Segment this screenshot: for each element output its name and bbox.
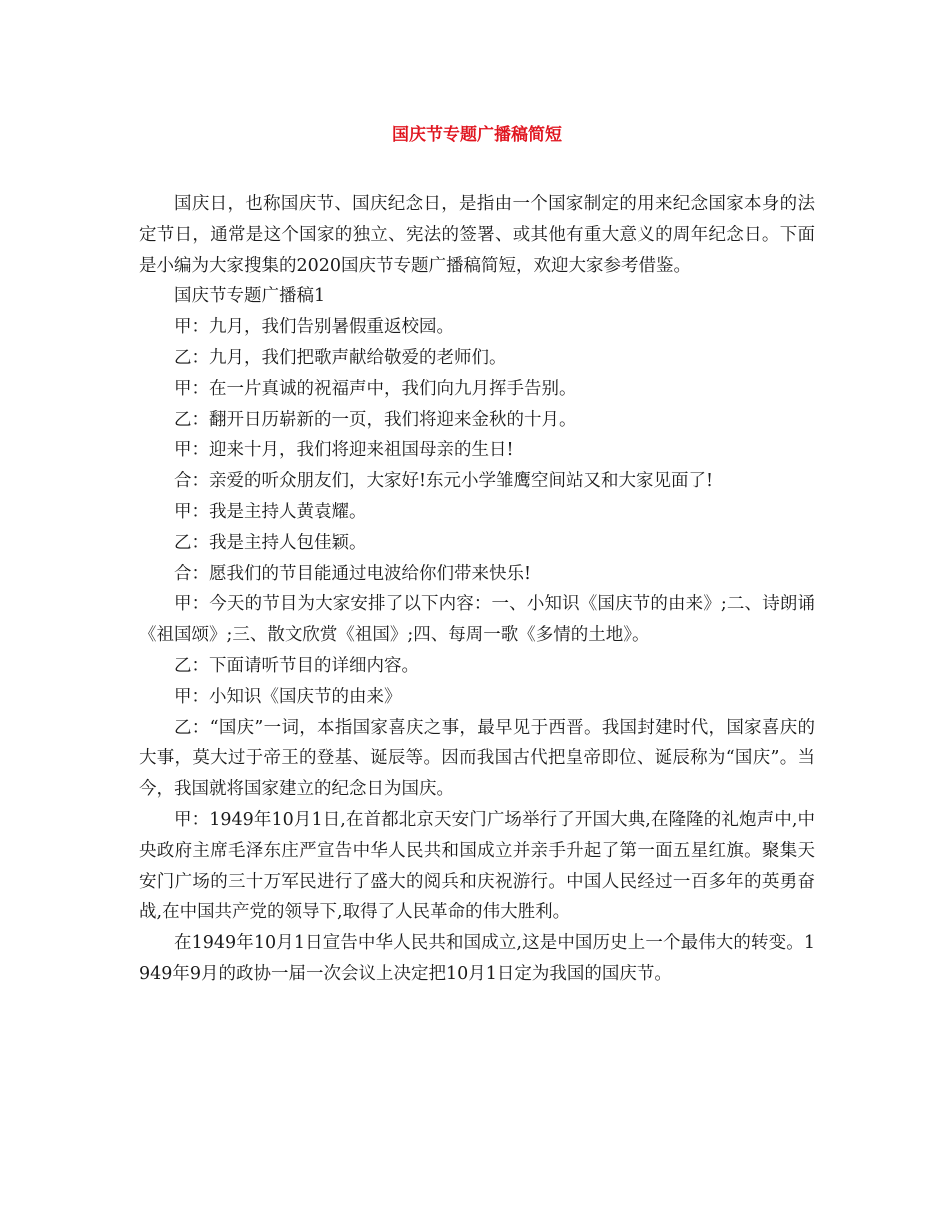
paragraph-intro: 国庆日，也称国庆节、国庆纪念日，是指由一个国家制定的用来纪念国家本身的法定节日，通常是这个国家的独立、宪法的签署、或其他有重大意义的周年纪念日。下面是小编为大家搜集的2020国庆节专题广播稿简短，欢迎大家参考借鉴。 xyxy=(139,194,815,276)
paragraph-dialogue: 乙：下面请听节目的详细内容。 xyxy=(174,655,419,676)
paragraph-dialogue: 乙：翻开日历崭新的一页，我们将迎来金秋的十月。 xyxy=(174,409,577,430)
paragraph-dialogue: 甲：九月，我们告别暑假重返校园。 xyxy=(174,317,454,338)
document-body xyxy=(139,189,815,990)
paragraph-dialogue: 乙：九月，我们把歌声献给敬爱的老师们。 xyxy=(174,347,507,368)
paragraph-dialogue: 合：愿我们的节目能通过电波给你们带来快乐! xyxy=(174,563,532,584)
paragraph-closing: 在1949年10月1日宣告中华人民共和国成立,这是中国历史上一个最伟大的转变。1949年9月的政协一届一次会议上决定把10月1日定为我国的国庆节。 xyxy=(139,933,815,984)
paragraph-dialogue: 甲：在一片真诚的祝福声中，我们向九月挥手告别。 xyxy=(174,378,577,399)
paragraph-dialogue: 甲：迎来十月，我们将迎来祖国母亲的生日! xyxy=(174,440,514,461)
paragraph-dialogue: 甲：小知识《国庆节的由来》 xyxy=(174,686,402,707)
paragraph-dialogue: 乙：我是主持人包佳颖。 xyxy=(174,532,367,553)
paragraph-section-heading: 国庆节专题广播稿1 xyxy=(174,286,326,307)
paragraph-dialogue: 甲：今天的节目为大家安排了以下内容：一、小知识《国庆节的由来》;二、诗朗诵《祖国颂》;三、散文欣赏《祖国》;四、每周一歌《多情的土地》。 xyxy=(139,594,815,646)
document-title: 国庆节专题广播稿简短 xyxy=(392,125,562,145)
paragraph-dialogue: 合：亲爱的听众朋友们，大家好!东元小学雏鹰空间站又和大家见面了! xyxy=(174,471,714,492)
paragraph-dialogue: 乙：“国庆”一词，本指国家喜庆之事，最早见于西晋。我国封建时代，国家喜庆的大事，莫大过于帝王的登基、诞辰等。因而我国古代把皇帝即位、诞辰称为“国庆”。当今，我国就将国家建立的纪念日为国庆。 xyxy=(139,717,815,800)
paragraph-dialogue: 甲：1949年10月1日,在首都北京天安门广场举行了开国大典,在隆隆的礼炮声中,中央政府主席毛泽东庄严宣告中华人民共和国成立并亲手升起了第一面五星红旗。聚集天安门广场的三十万军民进行了盛大的阅兵和庆祝游行。中国人民经过一百多年的英勇奋战,在中国共产党的领导下,取得了人民革命的伟大胜利。 xyxy=(139,809,815,923)
paragraph-dialogue: 甲：我是主持人黄袁耀。 xyxy=(174,501,367,522)
